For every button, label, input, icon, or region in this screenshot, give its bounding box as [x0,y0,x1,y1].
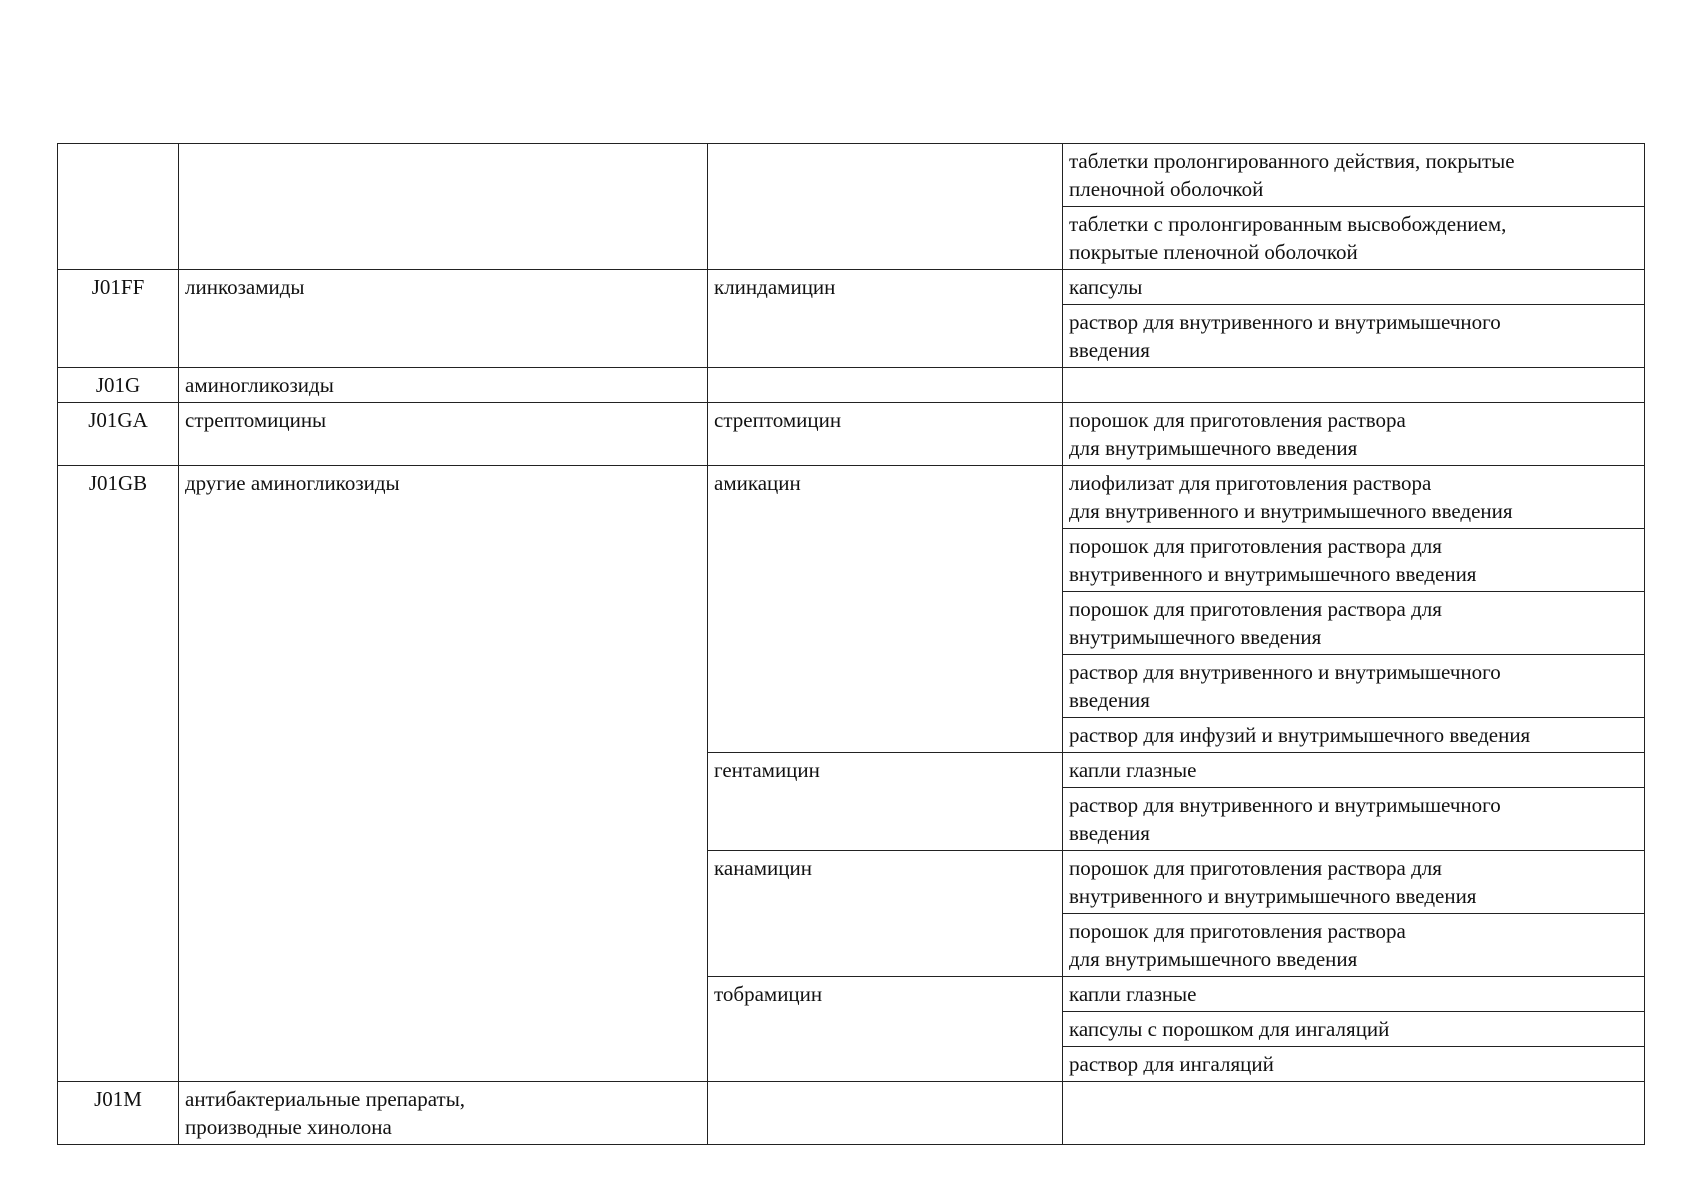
dosage-form-cell: таблетки с пролонгированным высвобождением, покрытые пленочной оболочкой [1063,207,1645,270]
dosage-form-cell: порошок для приготовления раствора для внутривенного и внутримышечного введения [1063,851,1645,914]
dosage-form-cell [1063,368,1645,403]
dosage-form-cell: порошок для приготовления раствора для внутримышечного введения [1063,914,1645,977]
dosage-form-cell: порошок для приготовления раствора для внутривенного и внутримышечного введения [1063,529,1645,592]
drug-name-cell [708,368,1063,403]
atc-code-cell: J01FF [58,270,179,368]
dosage-form-cell: капли глазные [1063,753,1645,788]
drug-name-cell: канамицин [708,851,1063,977]
dosage-form-cell: раствор для внутривенного и внутримышечного введения [1063,655,1645,718]
dosage-form-cell: порошок для приготовления раствора для внутримышечного введения [1063,592,1645,655]
table-row [58,1082,1645,1145]
table-row [58,466,1645,529]
dosage-form-cell: раствор для внутривенного и внутримышечного введения [1063,305,1645,368]
table-row [58,144,1645,207]
atc-code-cell [58,144,179,270]
dosage-form-cell: капсулы [1063,270,1645,305]
group-name-cell: аминогликозиды [179,368,708,403]
dosage-form-cell: раствор для инфузий и внутримышечного введения [1063,718,1645,753]
dosage-form-cell: капсулы с порошком для ингаляций [1063,1012,1645,1047]
drug-table [57,143,1645,1145]
drug-name-cell: гентамицин [708,753,1063,851]
dosage-form-cell: лиофилизат для приготовления раствора для внутривенного и внутримышечного введения [1063,466,1645,529]
dosage-form-cell: порошок для приготовления раствора для внутримышечного введения [1063,403,1645,466]
drug-name-cell [708,144,1063,270]
group-name-cell: линкозамиды [179,270,708,368]
atc-code-cell: J01M [58,1082,179,1145]
dosage-form-cell: раствор для внутривенного и внутримышечного введения [1063,788,1645,851]
atc-code-cell: J01G [58,368,179,403]
table-row [58,403,1645,466]
dosage-form-cell: капли глазные [1063,977,1645,1012]
group-name-cell: другие аминогликозиды [179,466,708,1082]
group-name-cell: стрептомицины [179,403,708,466]
dosage-form-cell [1063,1082,1645,1145]
dosage-form-cell: раствор для ингаляций [1063,1047,1645,1082]
drug-name-cell: амикацин [708,466,1063,753]
table-row [58,270,1645,305]
dosage-form-cell: таблетки пролонгированного действия, покрытые пленочной оболочкой [1063,144,1645,207]
drug-name-cell [708,1082,1063,1145]
atc-code-cell: J01GA [58,403,179,466]
drug-name-cell: стрептомицин [708,403,1063,466]
drug-name-cell: тобрамицин [708,977,1063,1082]
drug-table-body [58,144,1645,1145]
table-row [58,368,1645,403]
group-name-cell [179,144,708,270]
atc-code-cell: J01GB [58,466,179,1082]
group-name-cell: антибактериальные препараты, производные хинолона [179,1082,708,1145]
drug-name-cell: клиндамицин [708,270,1063,368]
